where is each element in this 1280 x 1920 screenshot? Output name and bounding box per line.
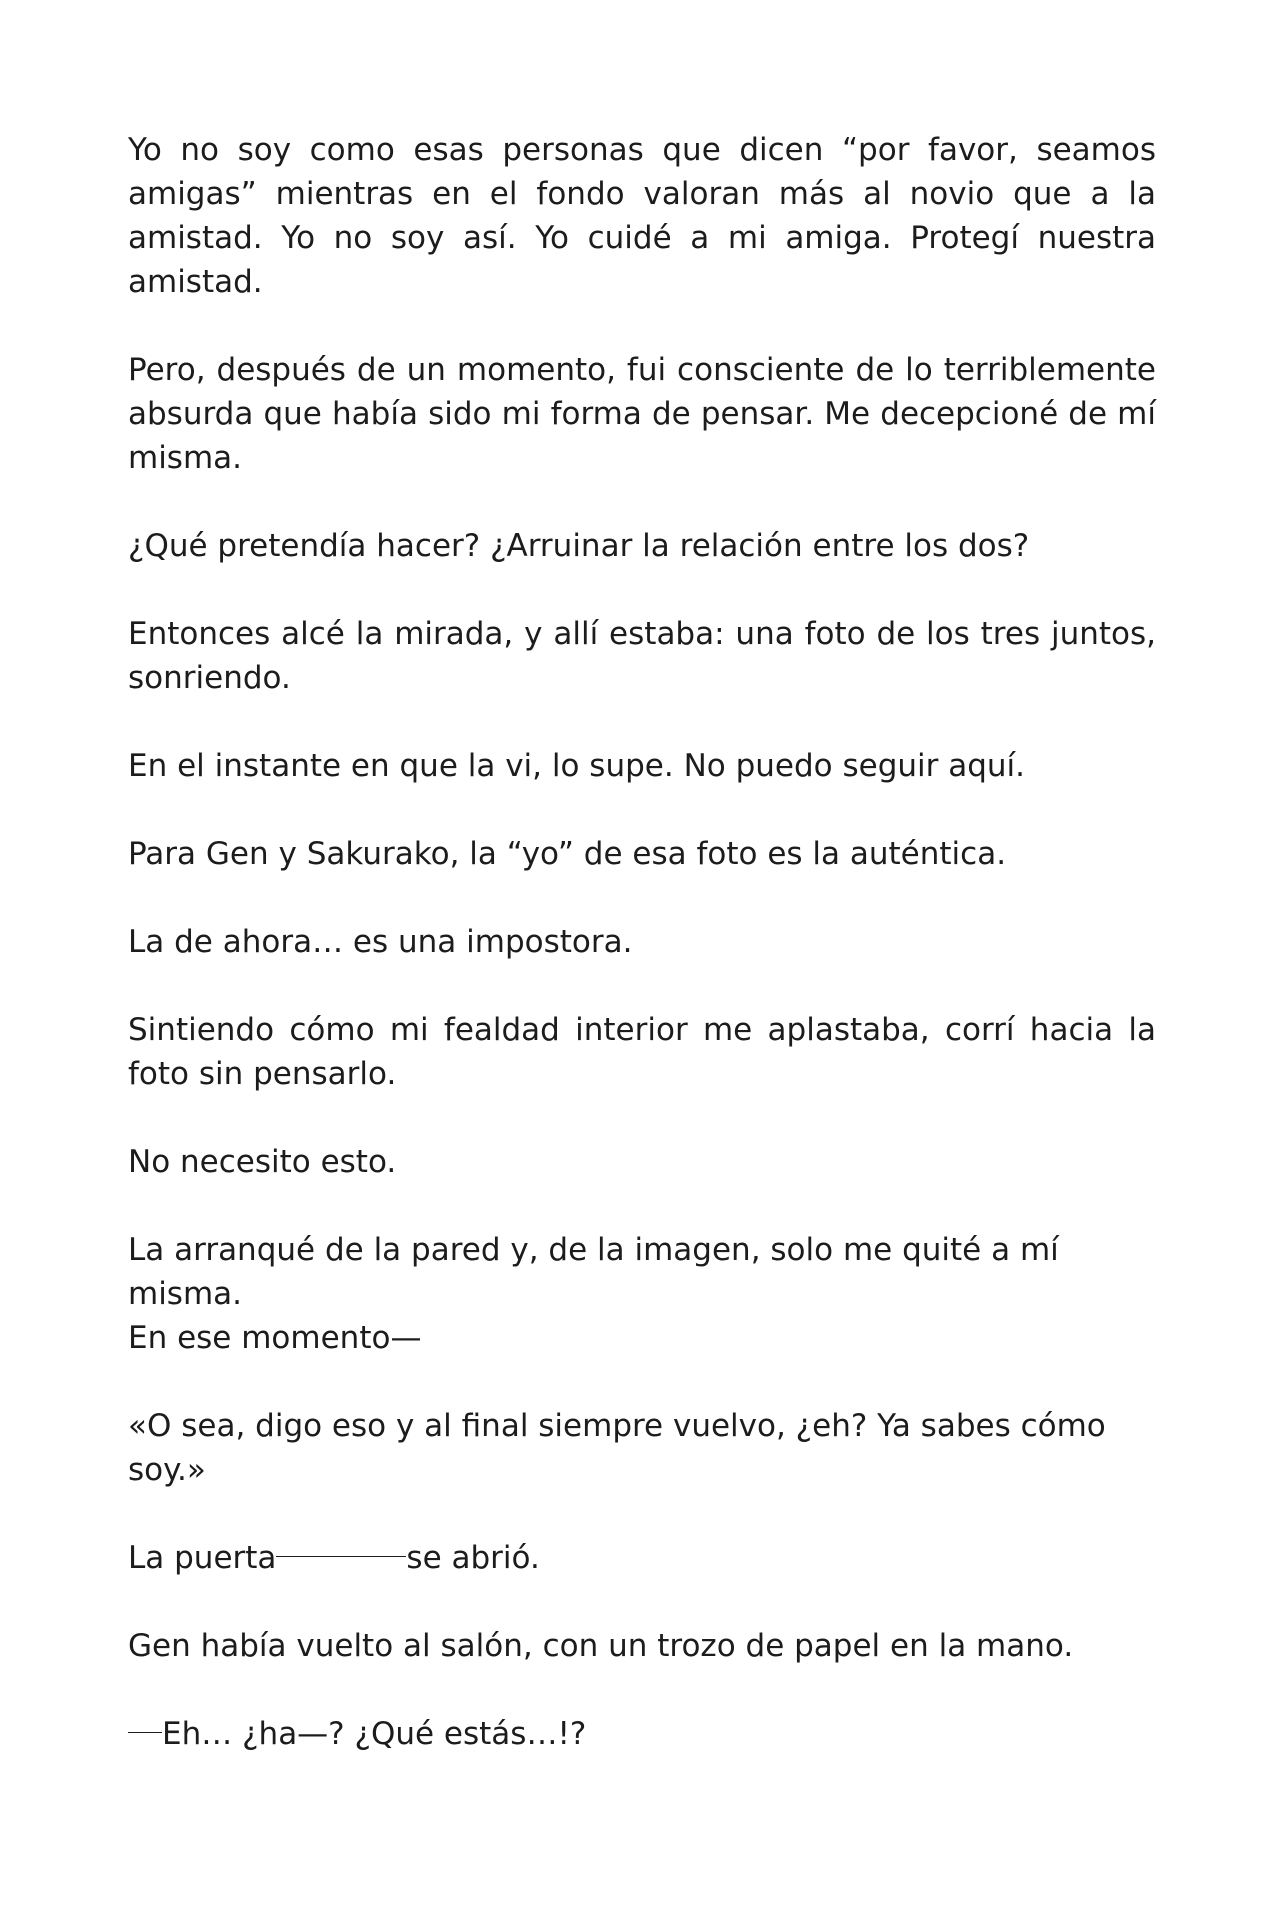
paragraph-3: ¿Qué pretendía hacer? ¿Arruinar la relación entre los dos? xyxy=(128,528,1030,564)
paragraph-5: En el instante en que la vi, lo supe. No puedo seguir aquí. xyxy=(128,748,1026,784)
paragraph-11: «O sea, digo eso y al final siempre vuelvo, ¿eh? Ya sabes cómo soy.» xyxy=(128,1408,1106,1488)
long-dash-rule xyxy=(276,1556,406,1557)
paragraph-10 xyxy=(128,1228,1156,1360)
paragraph-8: Sintiendo cómo mi fealdad interior me aplastaba, corrí hacia la foto sin pensarlo. xyxy=(128,1012,1156,1092)
paragraph-12 xyxy=(128,1536,1156,1580)
paragraph-13: Gen había vuelto al salón, con un trozo de papel en la mano. xyxy=(128,1628,1074,1664)
paragraph-2: Pero, después de un momento, fui consciente de lo terriblemente absurda que había sido mi forma de pensar. Me decepcioné de mí misma. xyxy=(128,352,1156,476)
paragraph-9: No necesito esto. xyxy=(128,1144,397,1180)
paragraph-10-line-2: En ese momento— xyxy=(128,1320,422,1356)
paragraph-4: Entonces alcé la mirada, y allí estaba: una foto de los tres juntos, sonriendo. xyxy=(128,616,1156,696)
paragraph-7: La de ahora… es una impostora. xyxy=(128,924,633,960)
paragraph-12-end: se abrió. xyxy=(406,1540,540,1576)
paragraph-12-start: La puerta xyxy=(128,1540,277,1576)
paragraph-14-text: Eh… ¿ha—? ¿Qué estás…!? xyxy=(162,1716,587,1752)
dialogue-dash-rule xyxy=(128,1732,162,1733)
paragraph-1: Yo no soy como esas personas que dicen “por favor, seamos amigas” mientras en el fondo valoran más al novio que a la amistad. Yo no soy así. Yo cuidé a mi amiga. Protegí nuestra amistad. xyxy=(128,132,1156,300)
paragraph-10-line-1: La arranqué de la pared y, de la imagen, solo me quité a mí misma. xyxy=(128,1232,1059,1312)
paragraph-6: Para Gen y Sakurako, la “yo” de esa foto es la auténtica. xyxy=(128,836,1007,872)
document-page xyxy=(128,128,1156,1800)
paragraph-14 xyxy=(128,1712,1156,1756)
